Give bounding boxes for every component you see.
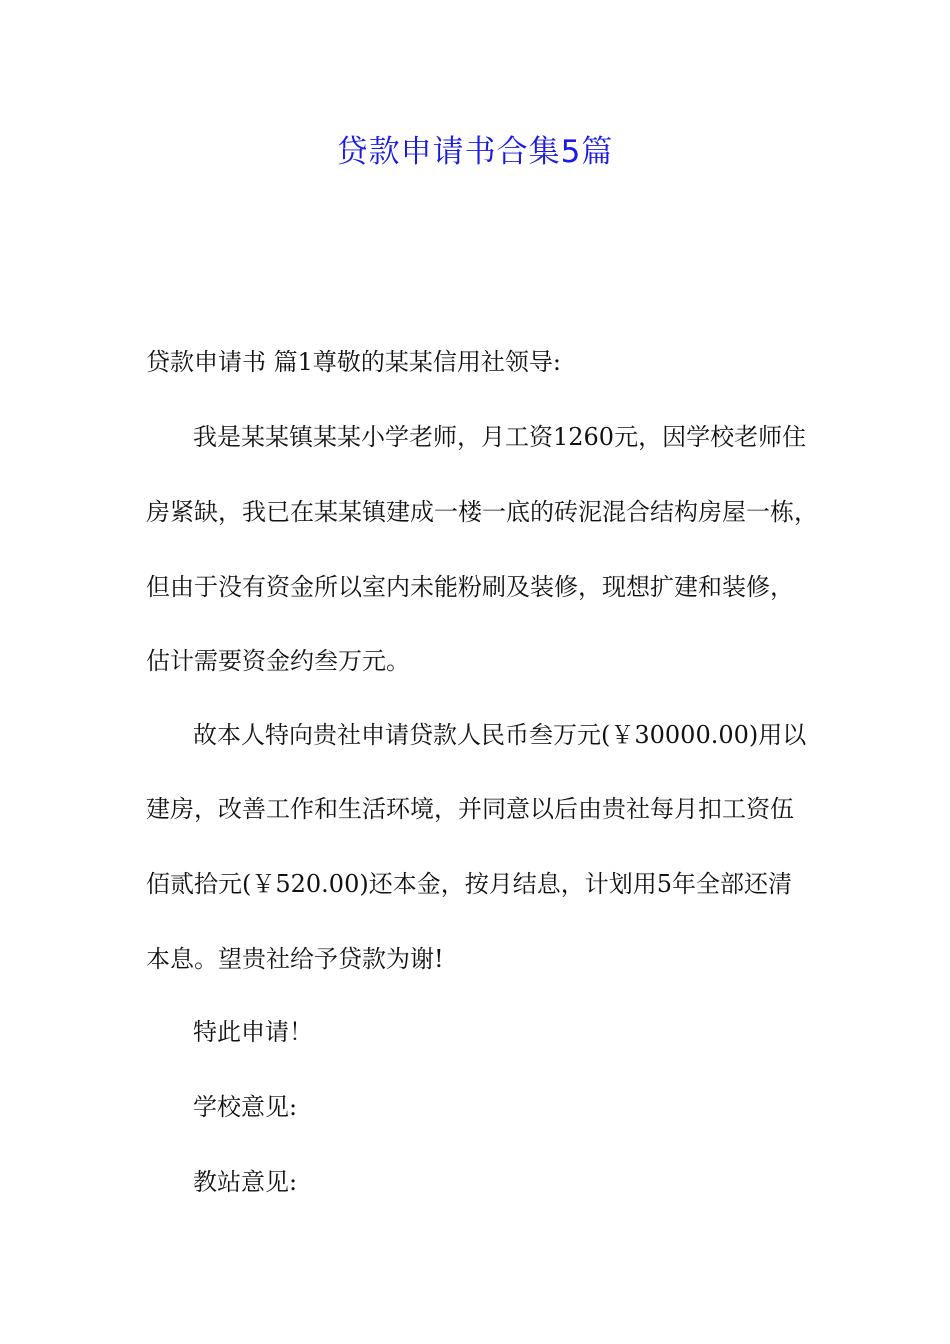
paragraph-1-line-1: 我是某某镇某某小学老师，月工资1260元，因学校老师住 bbox=[193, 423, 807, 451]
document-title: 贷款申请书合集5篇 bbox=[336, 134, 614, 170]
paragraph-2-line-4: 本息。望贵社给予贷款为谢! bbox=[146, 945, 444, 973]
paragraph-2-line-1: 故本人特向贵社申请贷款人民币叁万元(￥30000.00)用以 bbox=[193, 721, 807, 749]
paragraph-1-line-4: 估计需要资金约叁万元。 bbox=[146, 647, 410, 675]
paragraph-2-line-3: 佰贰拾元(￥520.00)还本金，按月结息，计划用5年全部还清 bbox=[146, 870, 792, 898]
paragraph-1-line-3: 但由于没有资金所以室内未能粉刷及装修，现想扩建和装修， bbox=[146, 573, 794, 601]
closing-request: 特此申请！ bbox=[193, 1018, 313, 1046]
school-opinion-label: 学校意见: bbox=[193, 1093, 298, 1121]
paragraph-heading-line: 贷款申请书 篇1尊敬的某某信用社领导: bbox=[146, 348, 561, 376]
education-station-opinion-label: 教站意见: bbox=[193, 1168, 298, 1196]
paragraph-1-line-2: 房紧缺，我已在某某镇建成一楼一底的砖泥混合结构房屋一栋， bbox=[146, 498, 818, 526]
paragraph-2-line-2: 建房，改善工作和生活环境，并同意以后由贵社每月扣工资伍 bbox=[146, 795, 794, 823]
